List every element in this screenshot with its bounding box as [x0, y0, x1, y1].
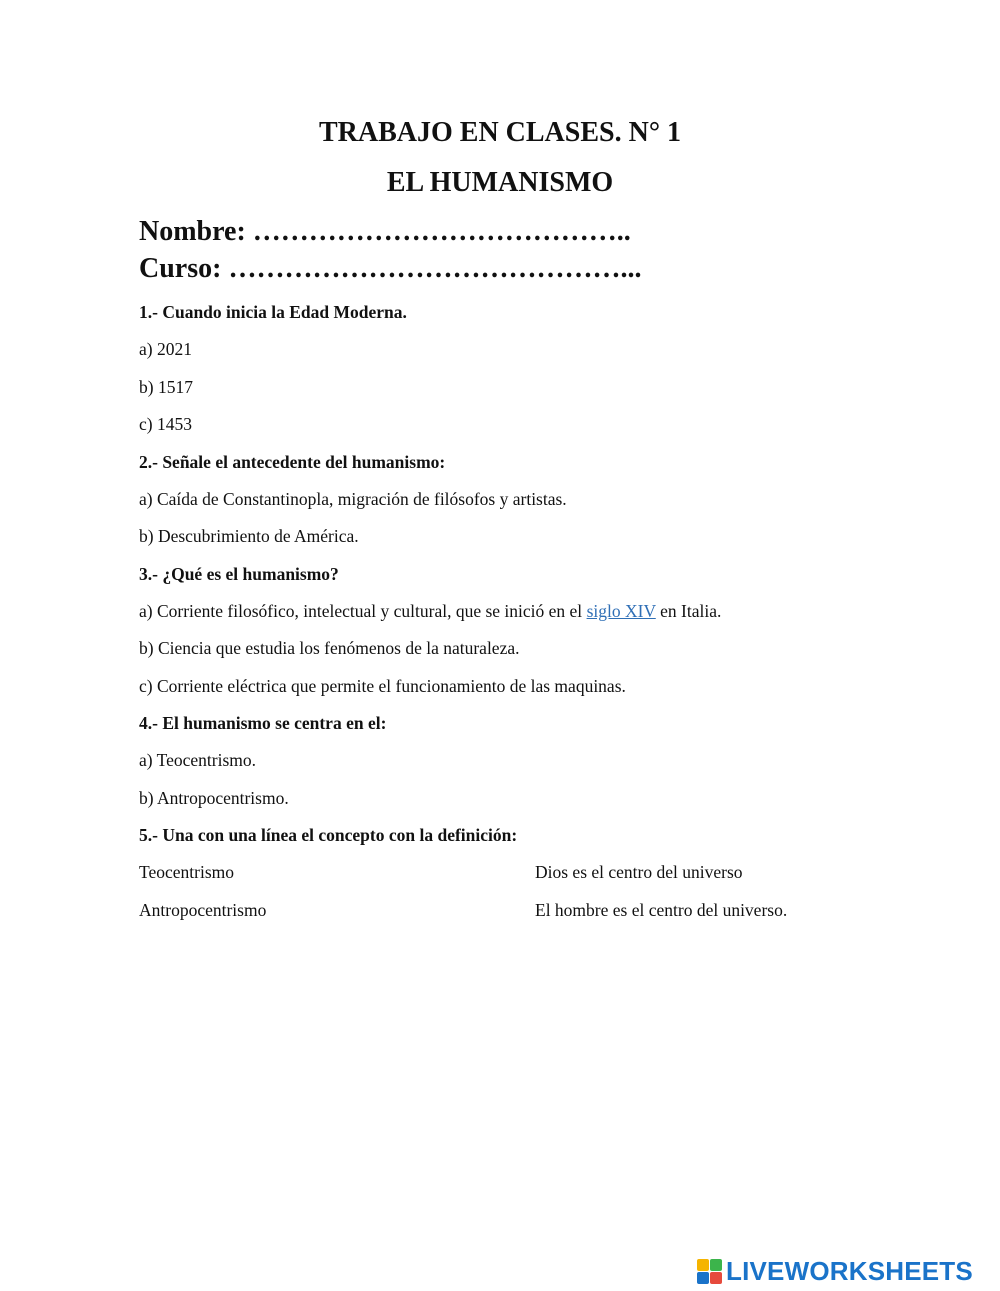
match-concept-antropocentrismo[interactable]: Antropocentrismo	[139, 900, 267, 920]
question-4-option-a[interactable]: a) Teocentrismo.	[139, 750, 257, 770]
question-3-option-c[interactable]: c) Corriente eléctrica que permite el funcionamiento de las maquinas.	[139, 676, 626, 696]
question-1-option-b[interactable]: b) 1517	[139, 377, 193, 397]
question-1-prompt: 1.- Cuando inicia la Edad Moderna.	[139, 302, 407, 322]
question-2-option-a[interactable]: a) Caída de Constantinopla, migración de filósofos y artistas.	[139, 489, 567, 509]
name-blank[interactable]: …………………………………..	[252, 216, 631, 247]
question-4-option-b[interactable]: b) Antropocentrismo.	[139, 788, 289, 808]
course-blank[interactable]: ……………………………………...	[228, 253, 642, 284]
question-1-option-c[interactable]: c) 1453	[139, 414, 192, 434]
match-definition-dios[interactable]: Dios es el centro del universo	[535, 862, 743, 882]
name-field	[139, 216, 631, 248]
worksheet-title: TRABAJO EN CLASES. N° 1	[318, 117, 682, 148]
name-label: Nombre:	[139, 216, 246, 247]
course-label: Curso:	[139, 253, 222, 284]
question-4-prompt: 4.- El humanismo se centra en el:	[139, 713, 387, 733]
question-3-option-a[interactable]	[139, 600, 721, 622]
question-3-option-a-tail: en Italia.	[655, 601, 722, 621]
siglo-xiv-link[interactable]: siglo XIV	[586, 601, 656, 621]
question-3-prompt: 3.- ¿Qué es el humanismo?	[139, 564, 339, 584]
course-field	[139, 253, 641, 285]
liveworksheets-brand	[697, 1256, 973, 1286]
liveworksheets-wordmark: LIVEWORKSHEETS	[726, 1256, 973, 1286]
liveworksheets-logo-icon	[697, 1259, 722, 1284]
question-2-prompt: 2.- Señale el antecedente del humanismo:	[139, 452, 446, 472]
worksheet-subtitle: EL HUMANISMO	[386, 167, 614, 198]
question-2-option-b[interactable]: b) Descubrimiento de América.	[139, 526, 359, 546]
question-3-option-b[interactable]: b) Ciencia que estudia los fenómenos de la naturaleza.	[139, 638, 520, 658]
question-3-option-a-text: a) Corriente filosófico, intelectual y cultural, que se inició en el	[139, 601, 587, 621]
question-1-option-a[interactable]: a) 2021	[139, 339, 192, 359]
match-definition-hombre[interactable]: El hombre es el centro del universo.	[535, 900, 788, 920]
match-concept-teocentrismo[interactable]: Teocentrismo	[139, 862, 234, 882]
question-5-prompt: 5.- Una con una línea el concepto con la definición:	[139, 825, 518, 845]
